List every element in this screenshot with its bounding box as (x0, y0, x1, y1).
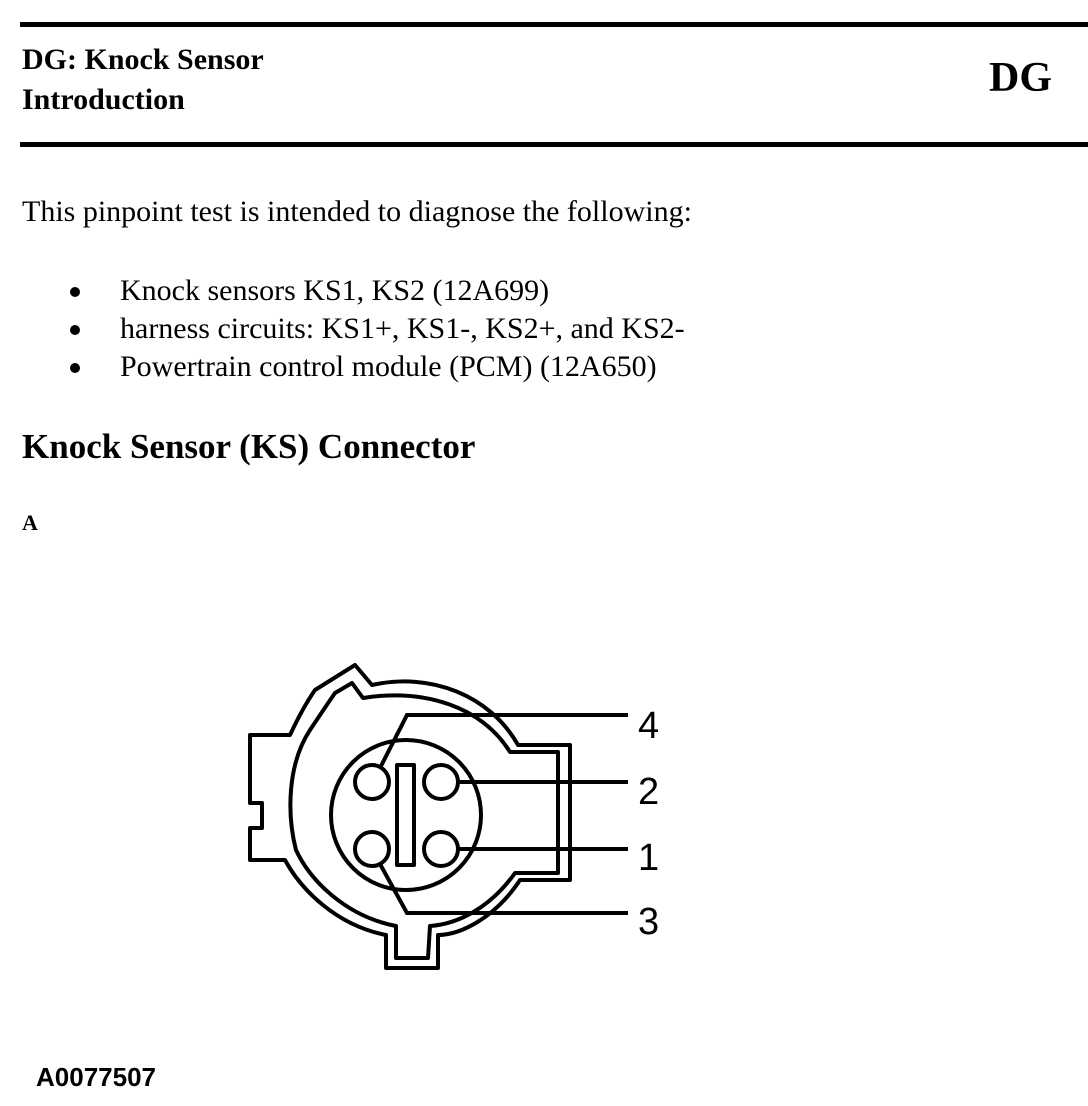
connector-housing-outline (250, 665, 570, 968)
section-title: Knock Sensor (KS) Connector (22, 427, 476, 466)
list-item-text: harness circuits: KS1+, KS1-, KS2+, and KS2- (120, 312, 685, 345)
list-item (0, 272, 685, 310)
section-code: DG (989, 55, 1052, 101)
list-item (0, 310, 685, 348)
figure-id: A0077507 (36, 1062, 156, 1092)
bullet-icon (70, 363, 80, 373)
intro-text: This pinpoint test is intended to diagnose the following: (22, 195, 692, 228)
title-line-2: Introduction (22, 83, 185, 116)
page-title (22, 40, 264, 120)
bullet-icon (70, 325, 80, 335)
pin-label-2: 2 (638, 771, 660, 813)
pin-4-icon (355, 765, 389, 799)
pin-label-3: 3 (638, 901, 660, 943)
connector-diagram (230, 650, 690, 990)
pin-1-icon (424, 832, 458, 866)
view-label: A (22, 510, 38, 535)
diagnosis-list (0, 272, 685, 386)
pin-label-4: 4 (638, 705, 660, 747)
header-bottom-rule (20, 142, 1088, 147)
header-top-rule (20, 22, 1088, 27)
key-slot (397, 765, 414, 865)
list-item-text: Knock sensors KS1, KS2 (12A699) (120, 274, 550, 307)
pin-3-icon (355, 832, 389, 866)
title-line-1: DG: Knock Sensor (22, 43, 264, 76)
bullet-icon (70, 287, 80, 297)
list-item-text: Powertrain control module (PCM) (12A650) (120, 350, 657, 383)
pin-2-icon (424, 765, 458, 799)
pin-face-outline (331, 740, 481, 890)
pin-label-1: 1 (638, 837, 660, 879)
list-item (0, 348, 685, 386)
